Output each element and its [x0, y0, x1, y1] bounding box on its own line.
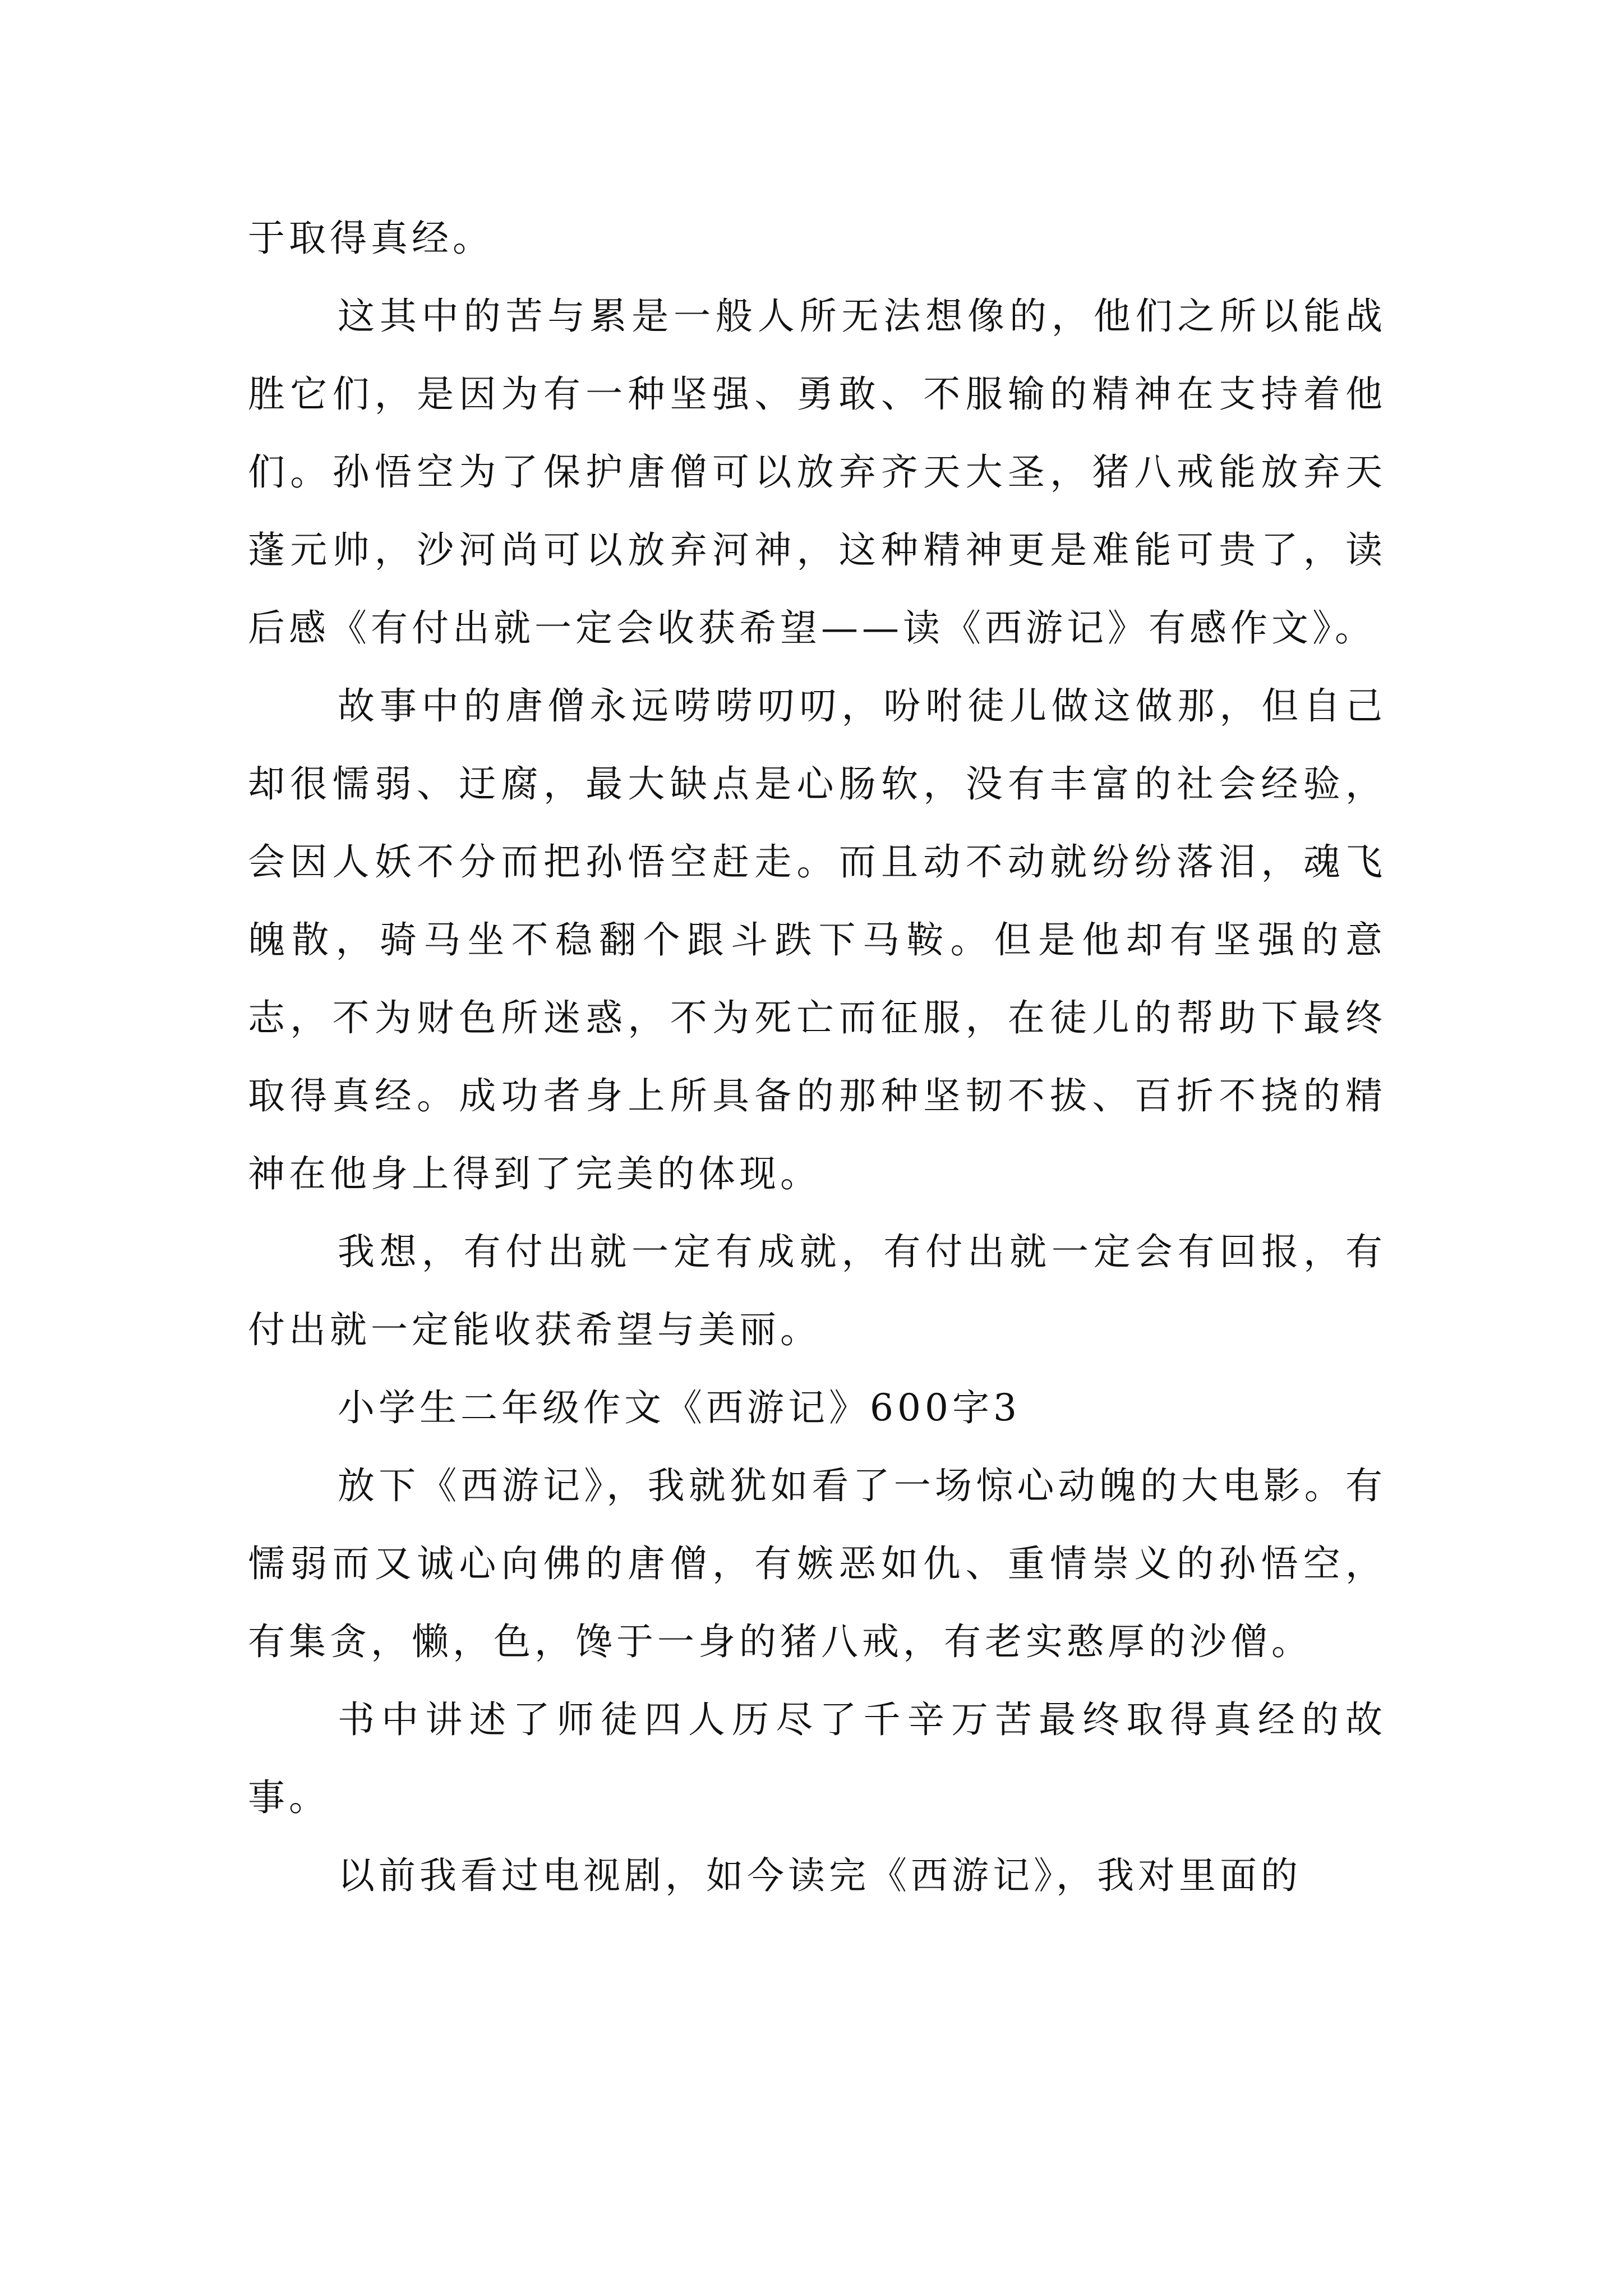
paragraph-2: 这其中的苦与累是一般人所无法想像的，他们之所以能战胜它们，是因为有一种坚强、勇敢、不服输的精神在支持着他们。孙悟空为了保护唐僧可以放弃齐天大圣，猪八戒能放弃天蓬元帅，沙河尚可以放弃河神，这种精神更是难能可贵了，读后感《有付出就一定会收获希望——读《西游记》有感作文》。: [248, 295, 1386, 650]
paragraph-4: 我想，有付出就一定有成就，有付出就一定会有回报，有付出就一定能收获希望与美丽。: [248, 1230, 1386, 1351]
paragraph-6: 书中讲述了师徒四人历尽了千辛万苦最终取得真经的故事。: [248, 1698, 1386, 1819]
document-body: [248, 199, 1386, 1915]
paragraph-5: 放下《西游记》，我就犹如看了一场惊心动魄的大电影。有懦弱而又诚心向佛的唐僧，有嫉恶如仇、重情崇义的孙悟空，有集贪，懒，色，馋于一身的猪八戒，有老实憨厚的沙僧。: [248, 1464, 1386, 1663]
paragraph-1: 于取得真经。: [248, 217, 494, 260]
paragraph-3: 故事中的唐僧永远唠唠叨叨，吩咐徒儿做这做那，但自己却很懦弱、迂腐，最大缺点是心肠软，没有丰富的社会经验，会因人妖不分而把孙悟空赶走。而且动不动就纷纷落泪，魂飞魄散，骑马坐不稳翻个跟斗跌下马鞍。但是他却有坚强的意志，不为财色所迷惑，不为死亡而征服，在徒儿的帮助下最终取得真经。成功者身上所具备的那种坚韧不拔、百折不挠的精神在他身上得到了完美的体现。: [248, 684, 1386, 1195]
paragraph-7: 以前我看过电视剧，如今读完《西游记》，我对里面的: [338, 1854, 1302, 1897]
section-heading: 小学生二年级作文《西游记》600字3: [338, 1386, 1021, 1429]
